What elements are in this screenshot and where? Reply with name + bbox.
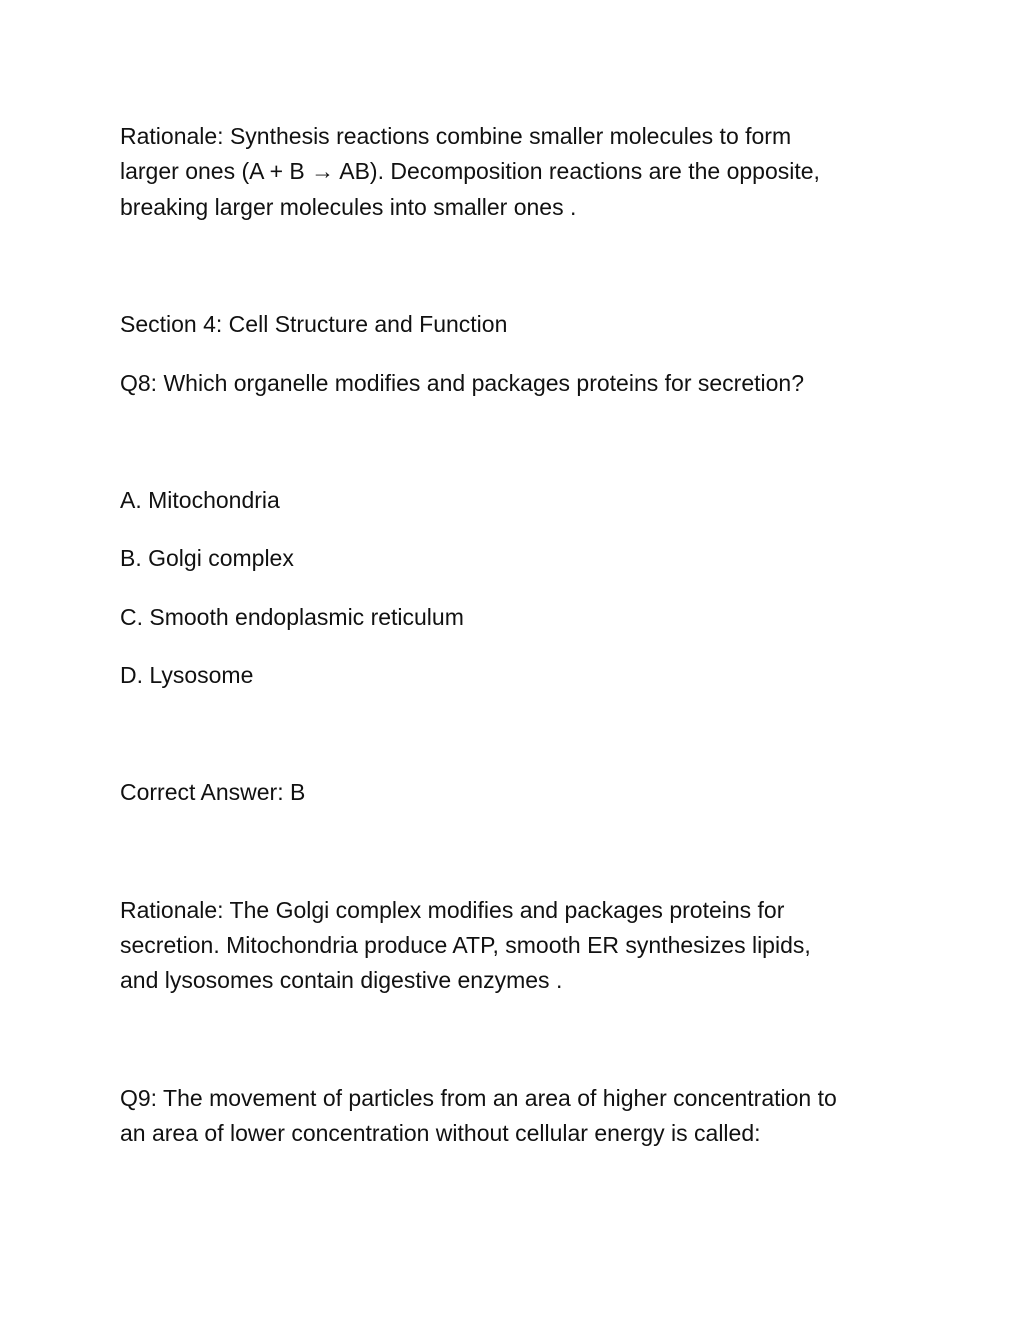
rationale-q8-line-1: Rationale: The Golgi complex modifies and packages proteins for [120,897,785,923]
rationale-q8-line-2: secretion. Mitochondria produce ATP, smooth ER synthesizes lipids, [120,932,811,958]
section-heading: Section 4: Cell Structure and Function [120,311,508,337]
question-q9-line-2: an area of lower concentration without cellular energy is called: [120,1120,761,1146]
question-q9-line-1: Q9: The movement of particles from an area of higher concentration to [120,1085,837,1111]
rationale-q7-line-1: Rationale: Synthesis reactions combine smaller molecules to form [120,123,792,149]
rationale-q7-line-2: larger ones (A + B → AB). Decomposition reactions are the opposite, [120,158,820,184]
rationale-q7-line-3: breaking larger molecules into smaller ones . [120,194,577,220]
rationale-q8-line-3: and lysosomes contain digestive enzymes . [120,967,563,993]
correct-answer: Correct Answer: B [120,779,306,805]
question-q8: Q8: Which organelle modifies and packages proteins for secretion? [120,370,804,396]
option-a: A. Mitochondria [120,487,280,513]
option-c: C. Smooth endoplasmic reticulum [120,604,464,630]
option-d: D. Lysosome [120,662,254,688]
option-b: B. Golgi complex [120,545,294,571]
